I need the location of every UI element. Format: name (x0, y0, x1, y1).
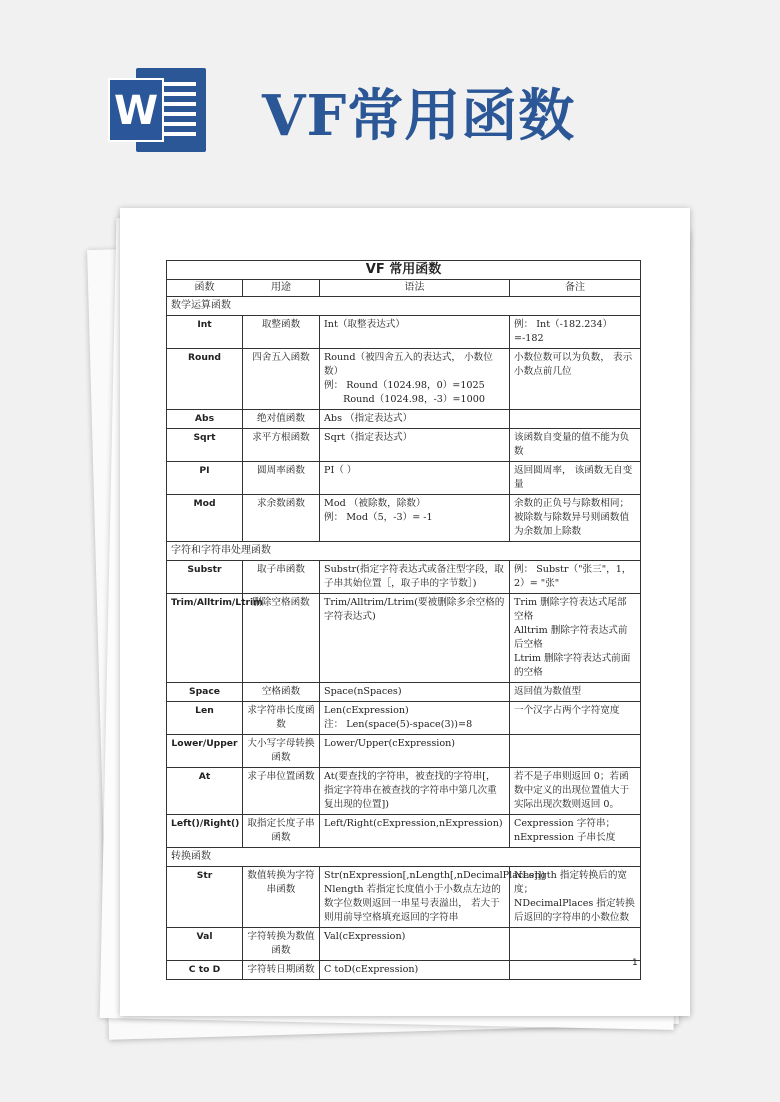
function-name: C to D (167, 961, 243, 980)
function-usage: 圆周率函数 (243, 462, 320, 495)
word-icon (108, 68, 208, 152)
function-usage: 数值转换为字符串函数 (243, 867, 320, 928)
function-syntax (320, 495, 510, 542)
note-line: 一个汉字占两个字符宽度 (514, 705, 620, 716)
function-syntax (320, 702, 510, 735)
note-line: Ltrim 删除字符表达式前面的空格 (514, 653, 631, 678)
table-row (167, 961, 641, 980)
page-number: 1 (632, 958, 638, 968)
table-row (167, 867, 641, 928)
function-name: Sqrt (167, 429, 243, 462)
function-name: Lower/Upper (167, 735, 243, 768)
syntax-line: Len(cExpression) (324, 705, 409, 716)
function-usage: 四舍五入函数 (243, 349, 320, 410)
note-line: 该函数自变量的值不能为负数 (514, 432, 630, 457)
function-syntax (320, 594, 510, 683)
note-line: 余数的正负号与除数相同；被除数与除数异号则函数值为余数加上除数 (514, 498, 630, 537)
function-note (510, 495, 641, 542)
function-note (510, 561, 641, 594)
function-name: Mod (167, 495, 243, 542)
function-usage: 求字符串长度函数 (243, 702, 320, 735)
function-syntax (320, 815, 510, 848)
function-note (510, 410, 641, 429)
function-note (510, 683, 641, 702)
note-line: 若不是子串则返回 0；若函数中定义的出现位置值大于实际出现次数则返回 0。 (514, 771, 630, 810)
syntax-line: 例： Round（1024.98，0）=1025 (324, 380, 485, 391)
note-line: 例： Substr（"张三"，1，2）= "张" (514, 564, 632, 589)
word-icon-letter: W (113, 88, 159, 134)
function-name: Val (167, 928, 243, 961)
function-name: Space (167, 683, 243, 702)
function-syntax (320, 768, 510, 815)
note-line: nExpression 子串长度 (514, 832, 616, 843)
syntax-line: Space(nSpaces) (324, 686, 402, 697)
document-page (120, 208, 690, 1016)
function-syntax (320, 561, 510, 594)
function-note (510, 867, 641, 928)
table-header-row (167, 280, 641, 297)
note-line: 例： Int（-182.234）=-182 (514, 319, 613, 344)
function-syntax (320, 316, 510, 349)
table-row (167, 683, 641, 702)
note-line: Cexpression 字符串； (514, 818, 616, 829)
note-line: NDecimalPlaces 指定转换后返回的字符串的小数位数 (514, 898, 635, 923)
function-note (510, 928, 641, 961)
note-line: 小数位数可以为负数， 表示小数点前几位 (514, 352, 633, 377)
function-note (510, 815, 641, 848)
section-title: 转换函数 (167, 848, 641, 867)
syntax-line: Left/Right(cExpression,nExpression) (324, 818, 503, 829)
column-header-usage: 用途 (243, 280, 320, 297)
table-row (167, 495, 641, 542)
table-row (167, 815, 641, 848)
note-line: NLength 指定转换后的宽度； (514, 870, 628, 895)
function-note (510, 594, 641, 683)
table-row (167, 429, 641, 462)
function-name: Abs (167, 410, 243, 429)
note-line: 返回值为数值型 (514, 686, 582, 697)
section-title: 字符和字符串处理函数 (167, 542, 641, 561)
note-line: Alltrim 删除字符表达式前后空格 (514, 625, 628, 650)
function-name: Str (167, 867, 243, 928)
syntax-line: Mod （被除数，除数） (324, 498, 426, 509)
function-name: Round (167, 349, 243, 410)
function-usage: 空格函数 (243, 683, 320, 702)
function-usage: 删除空格函数 (243, 594, 320, 683)
function-syntax (320, 928, 510, 961)
table-row (167, 702, 641, 735)
syntax-line: Round（被四舍五入的表达式， 小数位数） (324, 352, 493, 377)
section-row (167, 297, 641, 316)
function-name: At (167, 768, 243, 815)
table-row (167, 316, 641, 349)
note-line: 返回圆周率， 该函数无自变量 (514, 465, 633, 490)
function-syntax (320, 462, 510, 495)
function-usage: 大小写字母转换函数 (243, 735, 320, 768)
table-row (167, 410, 641, 429)
syntax-line: PI（ ） (324, 465, 357, 476)
function-usage: 求平方根函数 (243, 429, 320, 462)
function-name: Int (167, 316, 243, 349)
syntax-line: C toD(cExpression) (324, 964, 419, 975)
function-syntax (320, 349, 510, 410)
function-usage: 取指定长度子串函数 (243, 815, 320, 848)
syntax-line: Sqrt（指定表达式） (324, 432, 413, 443)
table-row (167, 768, 641, 815)
column-header-function: 函数 (167, 280, 243, 297)
function-syntax (320, 961, 510, 980)
syntax-line: Int（取整表达式） (324, 319, 405, 330)
function-syntax (320, 410, 510, 429)
function-usage: 取子串函数 (243, 561, 320, 594)
table-row (167, 561, 641, 594)
table-row (167, 349, 641, 410)
syntax-line: Nlength 若指定长度值小于小数点左边的数字位数则返回一串星号表溢出， 若大于则用前导空格填充返回的字符串 (324, 884, 501, 923)
section-row (167, 542, 641, 561)
table-row (167, 928, 641, 961)
table-row (167, 594, 641, 683)
syntax-line: Substr(指定字符表达式或备注型字段，取子串其始位置［，取子串的字节数］) (324, 564, 504, 589)
page-title: VF常用函数 (262, 83, 576, 149)
function-syntax (320, 683, 510, 702)
function-note (510, 702, 641, 735)
function-usage: 取整函数 (243, 316, 320, 349)
syntax-line: 例： Mod（5，-3）= -1 (324, 512, 433, 523)
function-syntax (320, 735, 510, 768)
syntax-line: At(要查找的字符串，被查找的字符串[，指定字符串在被查找的字符串中第几次重复出现的位置]) (324, 771, 497, 810)
note-line: Trim 删除字符表达式尾部空格 (514, 597, 627, 622)
table-row (167, 462, 641, 495)
syntax-line: Round（1024.98，-3）=1000 (324, 394, 485, 405)
function-name: Trim/Alltrim/Ltrim (167, 594, 243, 683)
syntax-line: Val(cExpression) (324, 931, 406, 942)
word-icon-plate (108, 78, 164, 142)
function-note (510, 735, 641, 768)
syntax-line: Str(nExpression[,nLength[,nDecimalPlaces]]) (324, 870, 546, 881)
table-title: VF 常用函数 (167, 261, 641, 280)
function-syntax (320, 867, 546, 928)
function-usage: 求子串位置函数 (243, 768, 320, 815)
function-note (510, 316, 641, 349)
function-note (510, 349, 641, 410)
function-note (510, 768, 641, 815)
section-row (167, 848, 641, 867)
function-note (510, 961, 641, 980)
function-name: PI (167, 462, 243, 495)
syntax-line: Lower/Upper(cExpression) (324, 738, 456, 749)
function-name: Left()/Right() (167, 815, 243, 848)
section-title: 数学运算函数 (167, 297, 641, 316)
syntax-line: Trim/Alltrim/Ltrim(要被删除多余空格的字符表达式) (324, 597, 505, 622)
function-name: Substr (167, 561, 243, 594)
column-header-notes: 备注 (510, 280, 641, 297)
syntax-line: 注： Len(space(5)-space(3))=8 (324, 719, 473, 730)
table-row (167, 735, 641, 768)
function-usage: 字符转日期函数 (243, 961, 320, 980)
function-usage: 绝对值函数 (243, 410, 320, 429)
column-header-syntax: 语法 (320, 280, 510, 297)
syntax-line: Abs （指定表达式） (324, 413, 413, 424)
function-syntax (320, 429, 510, 462)
function-name: Len (167, 702, 243, 735)
function-usage: 求余数函数 (243, 495, 320, 542)
function-table (166, 260, 641, 980)
function-usage: 字符转换为数值函数 (243, 928, 320, 961)
function-note (510, 462, 641, 495)
function-note (510, 429, 641, 462)
